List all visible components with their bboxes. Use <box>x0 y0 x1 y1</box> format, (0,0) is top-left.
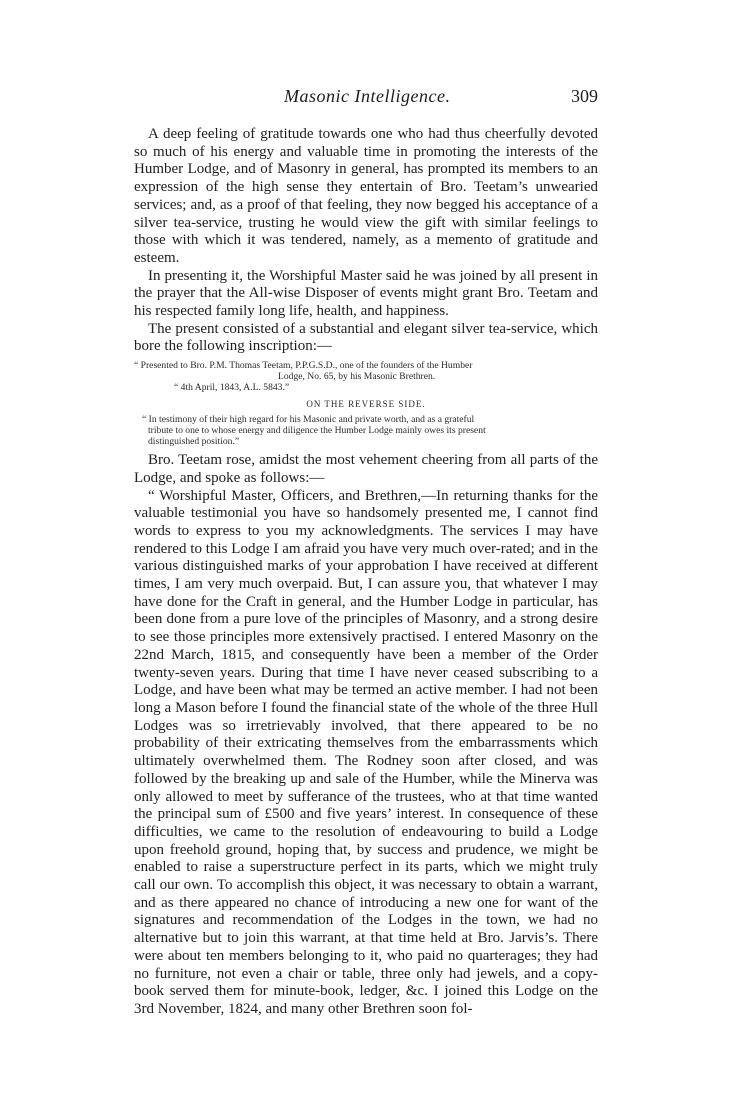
reverse-inscription-line-continued: tribute to one to whose energy and diligence the Humber Lodge mainly owes its present <box>148 425 486 437</box>
reverse-inscription-line-end: distinguished position.” <box>148 436 240 448</box>
inscription <box>134 360 598 447</box>
article-body <box>134 126 598 1019</box>
inscription-line: “ Presented to Bro. P.M. Thomas Teetam, P.P.G.S.D., one of the founders of the Humber <box>134 360 473 372</box>
paragraph-teetam-rose: Bro. Teetam rose, amidst the most vehement cheering from all parts of the Lodge, and spoke as follows:— <box>134 452 598 486</box>
paragraph-speech: “ Worshipful Master, Officers, and Brethren,—In returning thanks for the valuable testimonial you have so handsomely presented me, I cannot find words to express to you my acknowledgments. The services I may have rendered to this Lodge I am afraid you have very much over-rated; and in the various distinguished marks of your approbation I have received at different times, I am very much overpaid. But, I can assure you, that whatever I may have done for the Craft in general, and the Humber Lodge in particular, has been done from a pure love of the principles of Masonry, and a strong desire to see those principles more extensively practised. I entered Masonry on the 22nd March, 1815, and consequently have been a member of the Order twenty-seven years. During that time I have never ceased subscribing to a Lodge, and have been what may be termed an active member. I had not been long a Mason before I found the financial state of the whole of the three Hull Lodges was so irretrievably involved, that there appeared to be no probability of their extricating themselves from the embarrassments which ultimately overwhelmed them. The Rodney soon after closed, and was followed by the breaking up and sale of the Humber, while the Minerva was only allowed to meet by sufferance of the trustees, who at that time wanted the principal sum of £500 and five years’ interest. In consequence of these difficulties, we came to the resolution of endeavouring to build a Lodge upon freehold ground, hoping that, by success and prudence, we might be enabled to raise a superstructure perfect in its parts, which we might truly call our own. To accomplish this object, it was necessary to obtain a warrant, and as there appeared no chance of introducing a new one for want of the signatures and recommendation of the Lodges in the town, we had no alternative but to join this warrant, at that time held at Bro. Jarvis’s. There were about ten members belonging to it, who paid no quarterages; they had no furniture, not even a chair or table, three only had jewels, and a copy-book served them for minute-book, ledger, &c. I joined this Lodge on the 3rd November, 1824, and many other Brethren soon fol- <box>134 487 598 1017</box>
inscription-line-continued: Lodge, No. 65, by his Masonic Brethren. <box>278 371 436 383</box>
paragraph-inscription-intro: The present consisted of a substantial and elegant silver tea-service, which bore the following inscription:— <box>134 320 598 355</box>
page-number: 309 <box>571 86 598 106</box>
inscription-date: “ 4th April, 1843, A.L. 5843.” <box>174 382 290 394</box>
reverse-side-heading: ON THE REVERSE SIDE. <box>306 399 426 410</box>
running-title: Masonic Intelligence. <box>284 86 451 106</box>
running-head <box>134 86 598 112</box>
paragraph-presentation: In presenting it, the Worshipful Master said he was joined by all present in the prayer that the All-wise Disposer of events might grant Bro. Teetam and his respected family long life, health, and happiness. <box>134 267 598 320</box>
reverse-inscription-line: “ In testimony of their high regard for his Masonic and private worth, and as a grateful <box>142 414 475 426</box>
page <box>134 86 598 1019</box>
paragraph-gratitude: A deep feeling of gratitude towards one who had thus cheerfully devoted so much of his energy and valuable time in promoting the interests of the Humber Lodge, and of Masonry in general, has prompted its members to an expression of the high sense they entertain of Bro. Teetam’s unwearied services; and, as a proof of that feeling, they now begged his acceptance of a silver tea-service, trusting he would view the gift with similar feelings to those with which it was tendered, namely, as a memento of gratitude and esteem. <box>134 126 598 266</box>
